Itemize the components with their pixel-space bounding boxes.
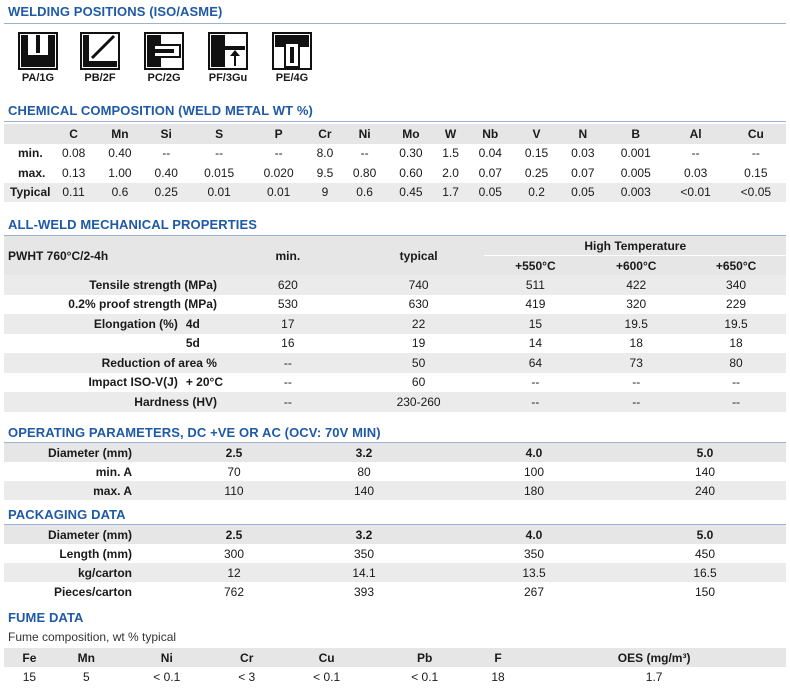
- table-cell: 0.6: [341, 183, 387, 203]
- table-cell: --: [484, 392, 586, 412]
- element-header: Al: [666, 124, 726, 144]
- fume-caption: Fume composition, wt % typical: [8, 630, 177, 644]
- row-label: Typical: [4, 183, 50, 203]
- table-cell: --: [632, 375, 641, 390]
- mechanical-header-row: [4, 236, 786, 256]
- diameter-cell: 4.0: [444, 525, 624, 544]
- table-cell: 14: [528, 336, 543, 351]
- table-cell: 0.25: [143, 183, 189, 203]
- table-cell: 70: [227, 464, 241, 479]
- table-cell: 18: [629, 336, 643, 351]
- table-cell: 2.0: [442, 165, 459, 180]
- table-cell: 340: [686, 275, 786, 295]
- table-cell: --: [732, 375, 741, 390]
- table-cell: 422: [586, 275, 686, 295]
- table-cell: 0.60: [399, 165, 423, 180]
- table-cell: 450: [694, 546, 716, 561]
- mechanical-properties-table: [4, 236, 786, 412]
- table-cell: 0.03: [571, 146, 595, 161]
- table-cell: 180: [444, 481, 624, 500]
- fume-header: Mn: [55, 648, 118, 667]
- table-cell: 9: [308, 183, 341, 203]
- row-label: Elongation (%): [4, 314, 184, 334]
- table-cell: 9.5: [316, 165, 334, 180]
- table-cell: <0.01: [666, 183, 726, 203]
- impact-row: [4, 373, 786, 393]
- position-pa-1g: [12, 32, 64, 84]
- element-header: Si: [143, 124, 189, 144]
- table-cell: 350: [353, 546, 375, 561]
- diameter-cell: 4.0: [444, 443, 624, 462]
- position-pf-3gu: [202, 32, 254, 84]
- welding-positions-title: WELDING POSITIONS (ISO/ASME): [8, 4, 223, 19]
- temp-header: +650°C: [715, 258, 757, 273]
- table-cell: 0.6: [97, 183, 143, 203]
- element-header: Cr: [308, 124, 341, 144]
- table-cell: 140: [694, 464, 716, 479]
- proof-row: [4, 295, 786, 315]
- horizontal-fillet-icon: [80, 32, 120, 70]
- table-cell: 110: [184, 481, 284, 500]
- kg-carton-row: [4, 563, 786, 582]
- pieces-carton-row: [4, 582, 786, 601]
- element-header: Mn: [97, 124, 143, 144]
- row-label: Length (mm): [59, 546, 132, 561]
- fume-header: Cr: [216, 648, 278, 667]
- elongation-5d-row: [4, 334, 786, 354]
- col-typical-header: typical: [399, 248, 438, 263]
- table-cell: --: [283, 375, 292, 390]
- fume-header: OES (mg/m³): [522, 648, 786, 667]
- min-amps-row: [4, 462, 786, 481]
- table-cell: 300: [223, 546, 245, 561]
- row-label: min.: [18, 146, 43, 161]
- row-label: Hardness (HV): [4, 392, 223, 412]
- table-cell: 50: [353, 353, 485, 373]
- table-cell: 0.25: [524, 165, 549, 180]
- table-cell: 229: [726, 297, 747, 312]
- table-cell: 0.13: [61, 165, 86, 180]
- table-cell: <0.05: [726, 183, 786, 203]
- table-cell: --: [223, 392, 353, 412]
- row-label: min. A: [95, 464, 132, 479]
- element-header: V: [513, 124, 559, 144]
- table-cell: 0.08: [61, 146, 86, 161]
- element-header: Nb: [467, 124, 513, 144]
- table-cell: 0.05: [467, 183, 513, 203]
- position-pc-2g: [138, 32, 190, 84]
- table-cell: 150: [694, 584, 716, 599]
- table-cell: 140: [284, 481, 444, 500]
- element-header: W: [434, 124, 467, 144]
- fume-values-row: [4, 667, 786, 686]
- table-cell: 1.7: [434, 183, 467, 203]
- table-cell: --: [691, 146, 700, 161]
- fume-header-row: [4, 648, 786, 667]
- table-cell: 73: [586, 353, 686, 373]
- element-header: B: [606, 124, 666, 144]
- chemical-header-row: [4, 124, 786, 144]
- table-cell: 60: [411, 375, 426, 390]
- table-cell: 0.15: [524, 146, 549, 161]
- table-cell: 511: [484, 275, 586, 295]
- table-cell: 0.40: [108, 146, 132, 161]
- table-cell: --: [686, 392, 786, 412]
- table-cell: --: [531, 375, 540, 390]
- table-cell: 12: [184, 563, 284, 582]
- row-label: Tensile strength (MPa): [4, 275, 223, 295]
- row-label: Reduction of area %: [4, 353, 223, 373]
- table-cell: 267: [523, 584, 545, 599]
- diameter-cell: 3.2: [284, 443, 444, 462]
- table-cell: < 0.1: [411, 669, 439, 684]
- table-cell: 620: [223, 275, 353, 295]
- table-cell: 1.7: [645, 669, 663, 684]
- fume-header: Cu: [278, 648, 376, 667]
- table-cell: 19.5: [686, 314, 786, 334]
- table-cell: 16.5: [624, 563, 786, 582]
- row-sublabel: + 20°C: [185, 375, 223, 390]
- diameter-cell: 2.5: [184, 443, 284, 462]
- table-cell: 0.30: [399, 146, 423, 161]
- row-label: Diameter (mm): [4, 443, 184, 462]
- chemical-composition-table: [4, 124, 786, 202]
- diameter-header-row: [4, 443, 786, 462]
- diameter-cell: 5.0: [624, 525, 786, 544]
- row-label: max.: [18, 165, 46, 180]
- tensile-row: [4, 275, 786, 295]
- table-cell: 14.1: [284, 563, 444, 582]
- table-cell: 18: [491, 669, 505, 684]
- table-cell: --: [162, 146, 171, 161]
- packaging-data-table: [4, 525, 786, 601]
- flat-position-icon: [18, 32, 58, 70]
- horizontal-position-icon: [144, 32, 184, 70]
- diameter-cell: 3.2: [284, 525, 444, 544]
- table-cell: --: [223, 353, 353, 373]
- table-cell: 80: [357, 464, 371, 479]
- table-cell: < 0.1: [153, 669, 181, 684]
- table-cell: 100: [523, 464, 545, 479]
- fume-header: Fe: [4, 648, 55, 667]
- table-cell: 740: [353, 275, 485, 295]
- position-label: PB/2F: [84, 72, 116, 84]
- col-min-header: min.: [275, 248, 301, 263]
- table-cell: 0.80: [352, 165, 377, 180]
- table-cell: 5: [82, 669, 90, 684]
- table-cell: 19.5: [586, 314, 686, 334]
- table-cell: 1.00: [108, 165, 132, 180]
- temp-header: +550°C: [515, 258, 556, 273]
- table-cell: 0.07: [571, 165, 595, 180]
- diameter-header-row: [4, 525, 786, 544]
- table-cell: 15: [22, 669, 37, 684]
- row-label: max. A: [4, 481, 184, 500]
- row-sublabel: 5d: [185, 336, 200, 351]
- table-cell: 0.003: [606, 183, 666, 203]
- table-cell: 0.15: [744, 165, 768, 180]
- element-header: Cu: [726, 124, 786, 144]
- table-cell: 0.04: [478, 146, 502, 161]
- table-cell: 419: [525, 297, 546, 312]
- diameter-cell: 5.0: [624, 443, 786, 462]
- high-temperature-header: High Temperature: [484, 236, 786, 256]
- table-cell: 630: [408, 297, 429, 312]
- table-cell: 0.05: [560, 183, 606, 203]
- table-cell: 8.0: [316, 146, 334, 161]
- section-divider: [4, 121, 786, 122]
- table-cell: --: [751, 146, 760, 161]
- table-cell: 530: [277, 297, 298, 312]
- row-sublabel: 4d: [184, 314, 223, 334]
- table-cell: 64: [484, 353, 586, 373]
- table-cell: 240: [624, 481, 786, 500]
- table-cell: 0.020: [263, 165, 294, 180]
- table-cell: 15: [484, 314, 586, 334]
- element-header: C: [50, 124, 96, 144]
- max-amps-row: [4, 481, 786, 500]
- table-cell: 16: [281, 336, 295, 351]
- fume-header: Ni: [118, 648, 216, 667]
- table-cell: 0.2: [513, 183, 559, 203]
- row-label: Diameter (mm): [4, 525, 184, 544]
- chemical-composition-title: CHEMICAL COMPOSITION (WELD METAL WT %): [8, 103, 313, 118]
- table-cell: 0.03: [683, 165, 708, 180]
- hardness-row: [4, 392, 786, 412]
- element-header: S: [189, 124, 249, 144]
- position-pe-4g: [266, 32, 318, 84]
- row-label: kg/carton: [4, 563, 184, 582]
- table-cell: 0.005: [620, 165, 651, 180]
- mechanical-properties-title: ALL-WELD MECHANICAL PROPERTIES: [8, 217, 258, 232]
- position-label: PA/1G: [21, 72, 55, 84]
- row-label-empty: [4, 334, 184, 354]
- table-cell: 0.07: [478, 165, 502, 180]
- table-cell: 230-260: [353, 392, 485, 412]
- table-cell: --: [274, 146, 283, 161]
- element-header: Ni: [341, 124, 387, 144]
- table-cell: 0.11: [50, 183, 96, 203]
- position-label: PE/4G: [275, 72, 309, 84]
- table-cell: 17: [223, 314, 353, 334]
- fume-data-table: [4, 648, 786, 686]
- table-cell: 393: [353, 584, 375, 599]
- fume-data-title: FUME DATA: [8, 610, 84, 625]
- diameter-cell: 2.5: [184, 525, 284, 544]
- reduction-row: [4, 353, 786, 373]
- table-cell: --: [360, 146, 369, 161]
- table-cell: < 0.1: [313, 669, 341, 684]
- table-cell: 0.001: [620, 146, 651, 161]
- table-cell: 0.01: [249, 183, 309, 203]
- table-cell: 350: [523, 546, 545, 561]
- table-cell: --: [215, 146, 224, 161]
- table-cell: 19: [411, 336, 426, 351]
- fume-header: Pb: [376, 648, 474, 667]
- temp-header: +600°C: [615, 258, 657, 273]
- element-header: N: [560, 124, 606, 144]
- table-cell: 18: [729, 336, 743, 351]
- packaging-data-title: PACKAGING DATA: [8, 507, 126, 522]
- elongation-4d-row: [4, 314, 786, 334]
- position-label: PF/3Gu: [208, 72, 248, 84]
- element-header: P: [249, 124, 309, 144]
- row-label: Pieces/carton: [53, 584, 132, 599]
- chemical-row-max: [4, 163, 786, 183]
- chemical-row-typical: [4, 183, 786, 203]
- vertical-up-icon: [208, 32, 248, 70]
- position-pb-2f: [74, 32, 126, 84]
- table-cell: 320: [626, 297, 647, 312]
- table-cell: < 3: [238, 669, 256, 684]
- table-corner: [4, 124, 50, 144]
- row-label: Impact ISO-V(J): [88, 375, 178, 390]
- length-row: [4, 544, 786, 563]
- fume-header: F: [474, 648, 522, 667]
- section-divider: [4, 23, 786, 24]
- table-cell: 22: [353, 314, 485, 334]
- operating-parameters-table: [4, 443, 786, 500]
- table-cell: 80: [686, 353, 786, 373]
- row-label: 0.2% proof strength (MPa): [68, 297, 217, 312]
- table-cell: 0.015: [204, 165, 235, 180]
- table-cell: 0.45: [388, 183, 434, 203]
- element-header: Mo: [388, 124, 434, 144]
- chemical-row-min: [4, 144, 786, 164]
- table-cell: 762: [223, 584, 245, 599]
- table-cell: --: [586, 392, 686, 412]
- operating-parameters-title: OPERATING PARAMETERS, DC +VE OR AC (OCV: 70V MIN): [8, 425, 381, 440]
- table-cell: 0.40: [154, 165, 178, 180]
- table-cell: 1.5: [442, 146, 459, 161]
- table-cell: 0.01: [189, 183, 249, 203]
- overhead-position-icon: [272, 32, 312, 70]
- table-cell: 13.5: [444, 563, 624, 582]
- position-label: PC/2G: [147, 72, 181, 84]
- pwht-condition: PWHT 760°C/2-4h: [8, 248, 109, 263]
